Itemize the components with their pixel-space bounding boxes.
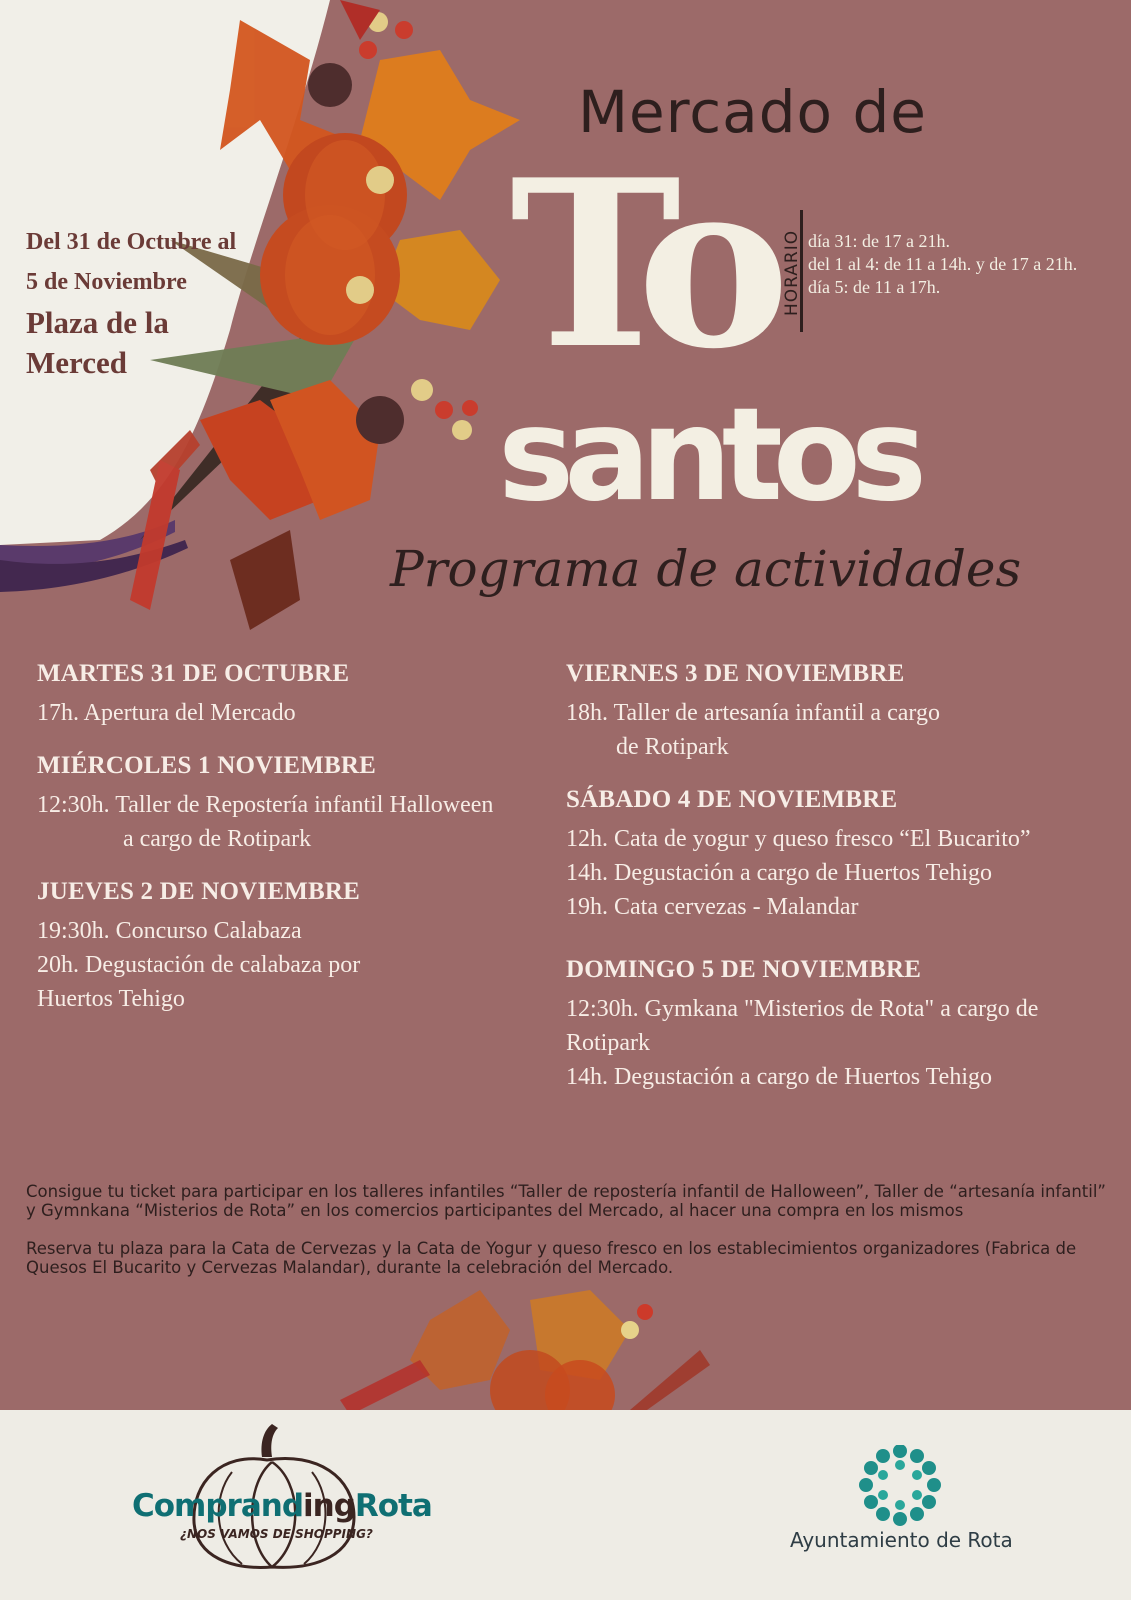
note-ticket: Consigue tu ticket para participar en los talleres infantiles “Taller de repostería infantil de Halloween”, Taller de “artesanía infantil” y Gymnkana “Misterios de Rota” en los comercios participantes del Mercado, al hacer una compra en los mismos <box>26 1182 1106 1220</box>
activity: 12h. Cata de yogur y queso fresco “El Bucarito” <box>566 826 1031 852</box>
horario-label: HORARIO <box>782 229 802 316</box>
logo-part: Rota <box>354 1488 432 1524</box>
ayuntamiento-emblem-icon <box>790 1445 1020 1575</box>
day-jueves <box>37 878 547 1016</box>
day-title: SÁBADO 4 DE NOVIEMBRE <box>566 786 898 813</box>
program-left-column <box>37 660 547 1038</box>
day-title: VIERNES 3 DE NOVIEMBRE <box>566 660 905 687</box>
day-sabado <box>566 786 1106 924</box>
day-title: JUEVES 2 DE NOVIEMBRE <box>37 878 360 905</box>
activity: 19h. Cata cervezas - Malandar <box>566 894 859 920</box>
activity: 20h. Degustación de calabaza por <box>37 952 361 978</box>
activity: 17h. Apertura del Mercado <box>37 700 296 726</box>
logo-part: Comprand <box>132 1488 304 1524</box>
day-martes <box>37 660 547 730</box>
info-notes <box>26 1182 1106 1296</box>
logo-tagline: ¿NOS VAMOS DE SHOPPING? <box>180 1527 373 1541</box>
activity: Huertos Tehigo <box>37 986 185 1012</box>
day-title: DOMINGO 5 DE NOVIEMBRE <box>566 956 922 983</box>
day-title: MARTES 31 DE OCTUBRE <box>37 660 350 687</box>
comprandingrota-logo <box>132 1488 432 1524</box>
activity: 18h. Taller de artesanía infantil a cargo <box>566 700 940 726</box>
autumn-bottom-illustration <box>340 1290 740 1415</box>
activity: a cargo de Rotipark <box>123 826 312 852</box>
day-domingo <box>566 956 1106 1094</box>
horario-schedule <box>808 230 1077 299</box>
event-dates-place <box>26 222 236 382</box>
dates-line: 5 de Noviembre <box>26 269 187 295</box>
day-miercoles <box>37 752 547 856</box>
title-mercado-de: Mercado de <box>578 78 927 146</box>
horario-line: del 1 al 4: de 11 a 14h. y de 17 a 21h. <box>808 254 1078 274</box>
horario-line: día 5: de 11 a 17h. <box>808 277 941 297</box>
activity: 12:30h. Gymkana "Misterios de Rota" a cargo de <box>566 996 1039 1022</box>
place-line: Merced <box>26 345 127 380</box>
logo-part: ing <box>303 1488 355 1524</box>
day-viernes <box>566 660 1106 764</box>
place-line: Plaza de la <box>26 305 169 340</box>
day-title: MIÉRCOLES 1 NOVIEMBRE <box>37 752 376 779</box>
horario-line: día 31: de 17 a 21h. <box>808 231 950 251</box>
dates-line: Del 31 de Octubre al <box>26 229 237 255</box>
title-santos: santos <box>498 381 917 530</box>
ayuntamiento-logo-text: Ayuntamiento de Rota <box>790 1528 1013 1552</box>
activity: de Rotipark <box>616 734 729 760</box>
program-right-column <box>566 660 1106 1116</box>
note-reserva: Reserva tu plaza para la Cata de Cervezas y la Cata de Yogur y queso fresco en los establecimientos organizadores (Fabrica de Quesos El Bucarito y Cervezas Malandar), durante la celebración del Mercado. <box>26 1239 1077 1277</box>
activity: 14h. Degustación a cargo de Huertos Tehigo <box>566 1064 992 1090</box>
activity: 12:30h. Taller de Repostería infantil Halloween <box>37 792 494 818</box>
title-to: To <box>510 130 773 400</box>
activity: Rotipark <box>566 1030 650 1056</box>
activity: 14h. Degustación a cargo de Huertos Tehigo <box>566 860 992 886</box>
subtitle-programa: Programa de actividades <box>390 540 1022 598</box>
activity: 19:30h. Concurso Calabaza <box>37 918 302 944</box>
